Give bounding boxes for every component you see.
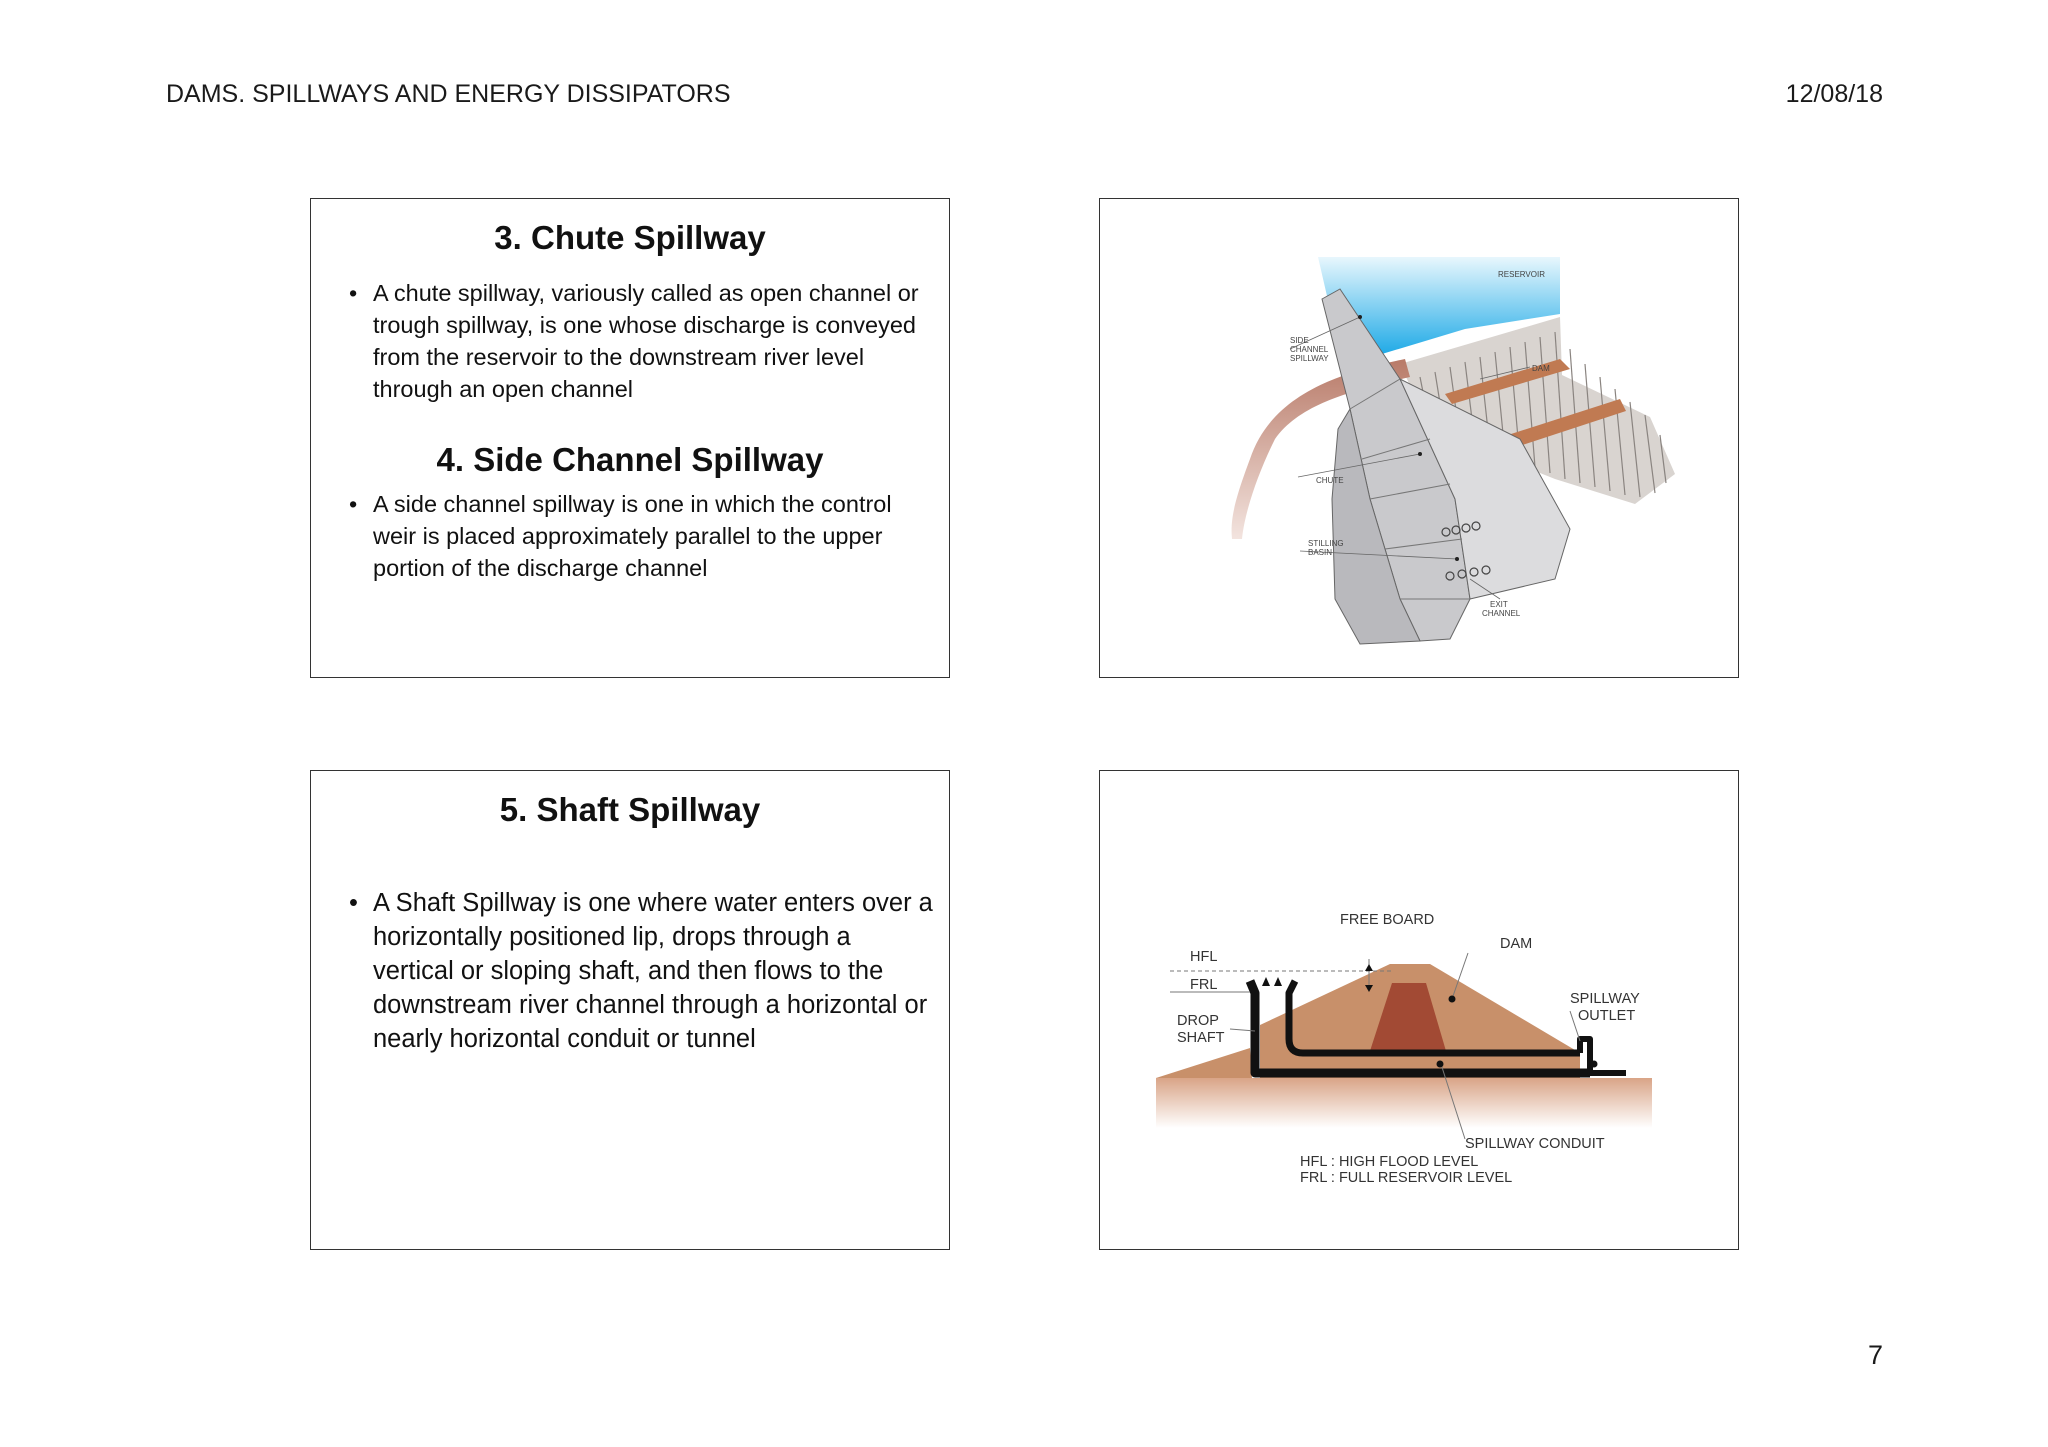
label-side-channel-1: SIDE	[1290, 336, 1309, 345]
label-hfl: HFL	[1190, 949, 1218, 965]
page-number: 7	[1867, 1340, 1883, 1370]
label-spillway-conduit: SPILLWAY CONDUIT	[1465, 1136, 1605, 1152]
slide-shaft-spillway	[310, 770, 950, 1250]
label-side-channel-2: CHANNEL	[1290, 345, 1329, 354]
slide-heading-shaft-spillway: 5. Shaft Spillway	[499, 791, 761, 828]
label-frl: FRL	[1190, 977, 1218, 993]
label-chute: CHUTE	[1316, 476, 1344, 485]
bullet-shaft-spillway: • A Shaft Spillway is one where water enters over a horizontally positioned lip, drops through a vertical or sloping shaft, and then flows to the downstream river channel through a horizontal or nearly horizontal conduit or tunnel	[373, 886, 933, 1056]
label-stilling-2: BASIN	[1308, 548, 1333, 557]
label-dam: DAM	[1500, 936, 1533, 952]
slide-heading-chute-spillway: 3. Chute Spillway	[494, 219, 766, 256]
label-exit-2: CHANNEL	[1482, 609, 1521, 618]
label-free-board: FREE BOARD	[1340, 912, 1435, 928]
ground-strip	[1156, 1078, 1652, 1128]
label-stilling-1: STILLING	[1308, 539, 1344, 548]
shaft-spillway-illustration	[1100, 771, 1739, 1250]
bullet-side-channel-spillway: • A side channel spillway is one in which the control weir is placed approximately parallel to the upper portion of the discharge channel	[373, 488, 933, 584]
chute-spillway-illustration	[1100, 199, 1739, 678]
slide-shaft-spillway-diagram	[1099, 770, 1739, 1250]
legend-hfl: HFL : HIGH FLOOD LEVEL	[1300, 1154, 1479, 1170]
document-header-date: 12/08/18	[1785, 80, 1883, 108]
slide-chute-spillway-diagram	[1099, 198, 1739, 678]
label-spillway-outlet-1: SPILLWAY	[1570, 991, 1640, 1007]
upstream-bank	[1156, 1048, 1252, 1078]
bullet-chute-spillway: • A chute spillway, variously called as open channel or trough spillway, is one whose discharge is conveyed from the reservoir to the downstream river level through an open channel	[373, 277, 933, 405]
slide-chute-spillway	[310, 198, 950, 678]
label-spillway-outlet-2: OUTLET	[1578, 1008, 1636, 1024]
label-drop-shaft-2: SHAFT	[1177, 1030, 1225, 1046]
legend-frl: FRL : FULL RESERVOIR LEVEL	[1300, 1170, 1513, 1186]
label-drop-shaft-1: DROP	[1177, 1013, 1219, 1029]
document-header-title: DAMS. SPILLWAYS AND ENERGY DISSIPATORS	[166, 80, 731, 108]
label-exit-1: EXIT	[1490, 600, 1508, 609]
label-reservoir: RESERVOIR	[1498, 270, 1545, 279]
slide-heading-side-channel-spillway: 4. Side Channel Spillway	[436, 441, 824, 478]
label-dam: DAM	[1532, 364, 1550, 373]
label-side-channel-3: SPILLWAY	[1290, 354, 1329, 363]
